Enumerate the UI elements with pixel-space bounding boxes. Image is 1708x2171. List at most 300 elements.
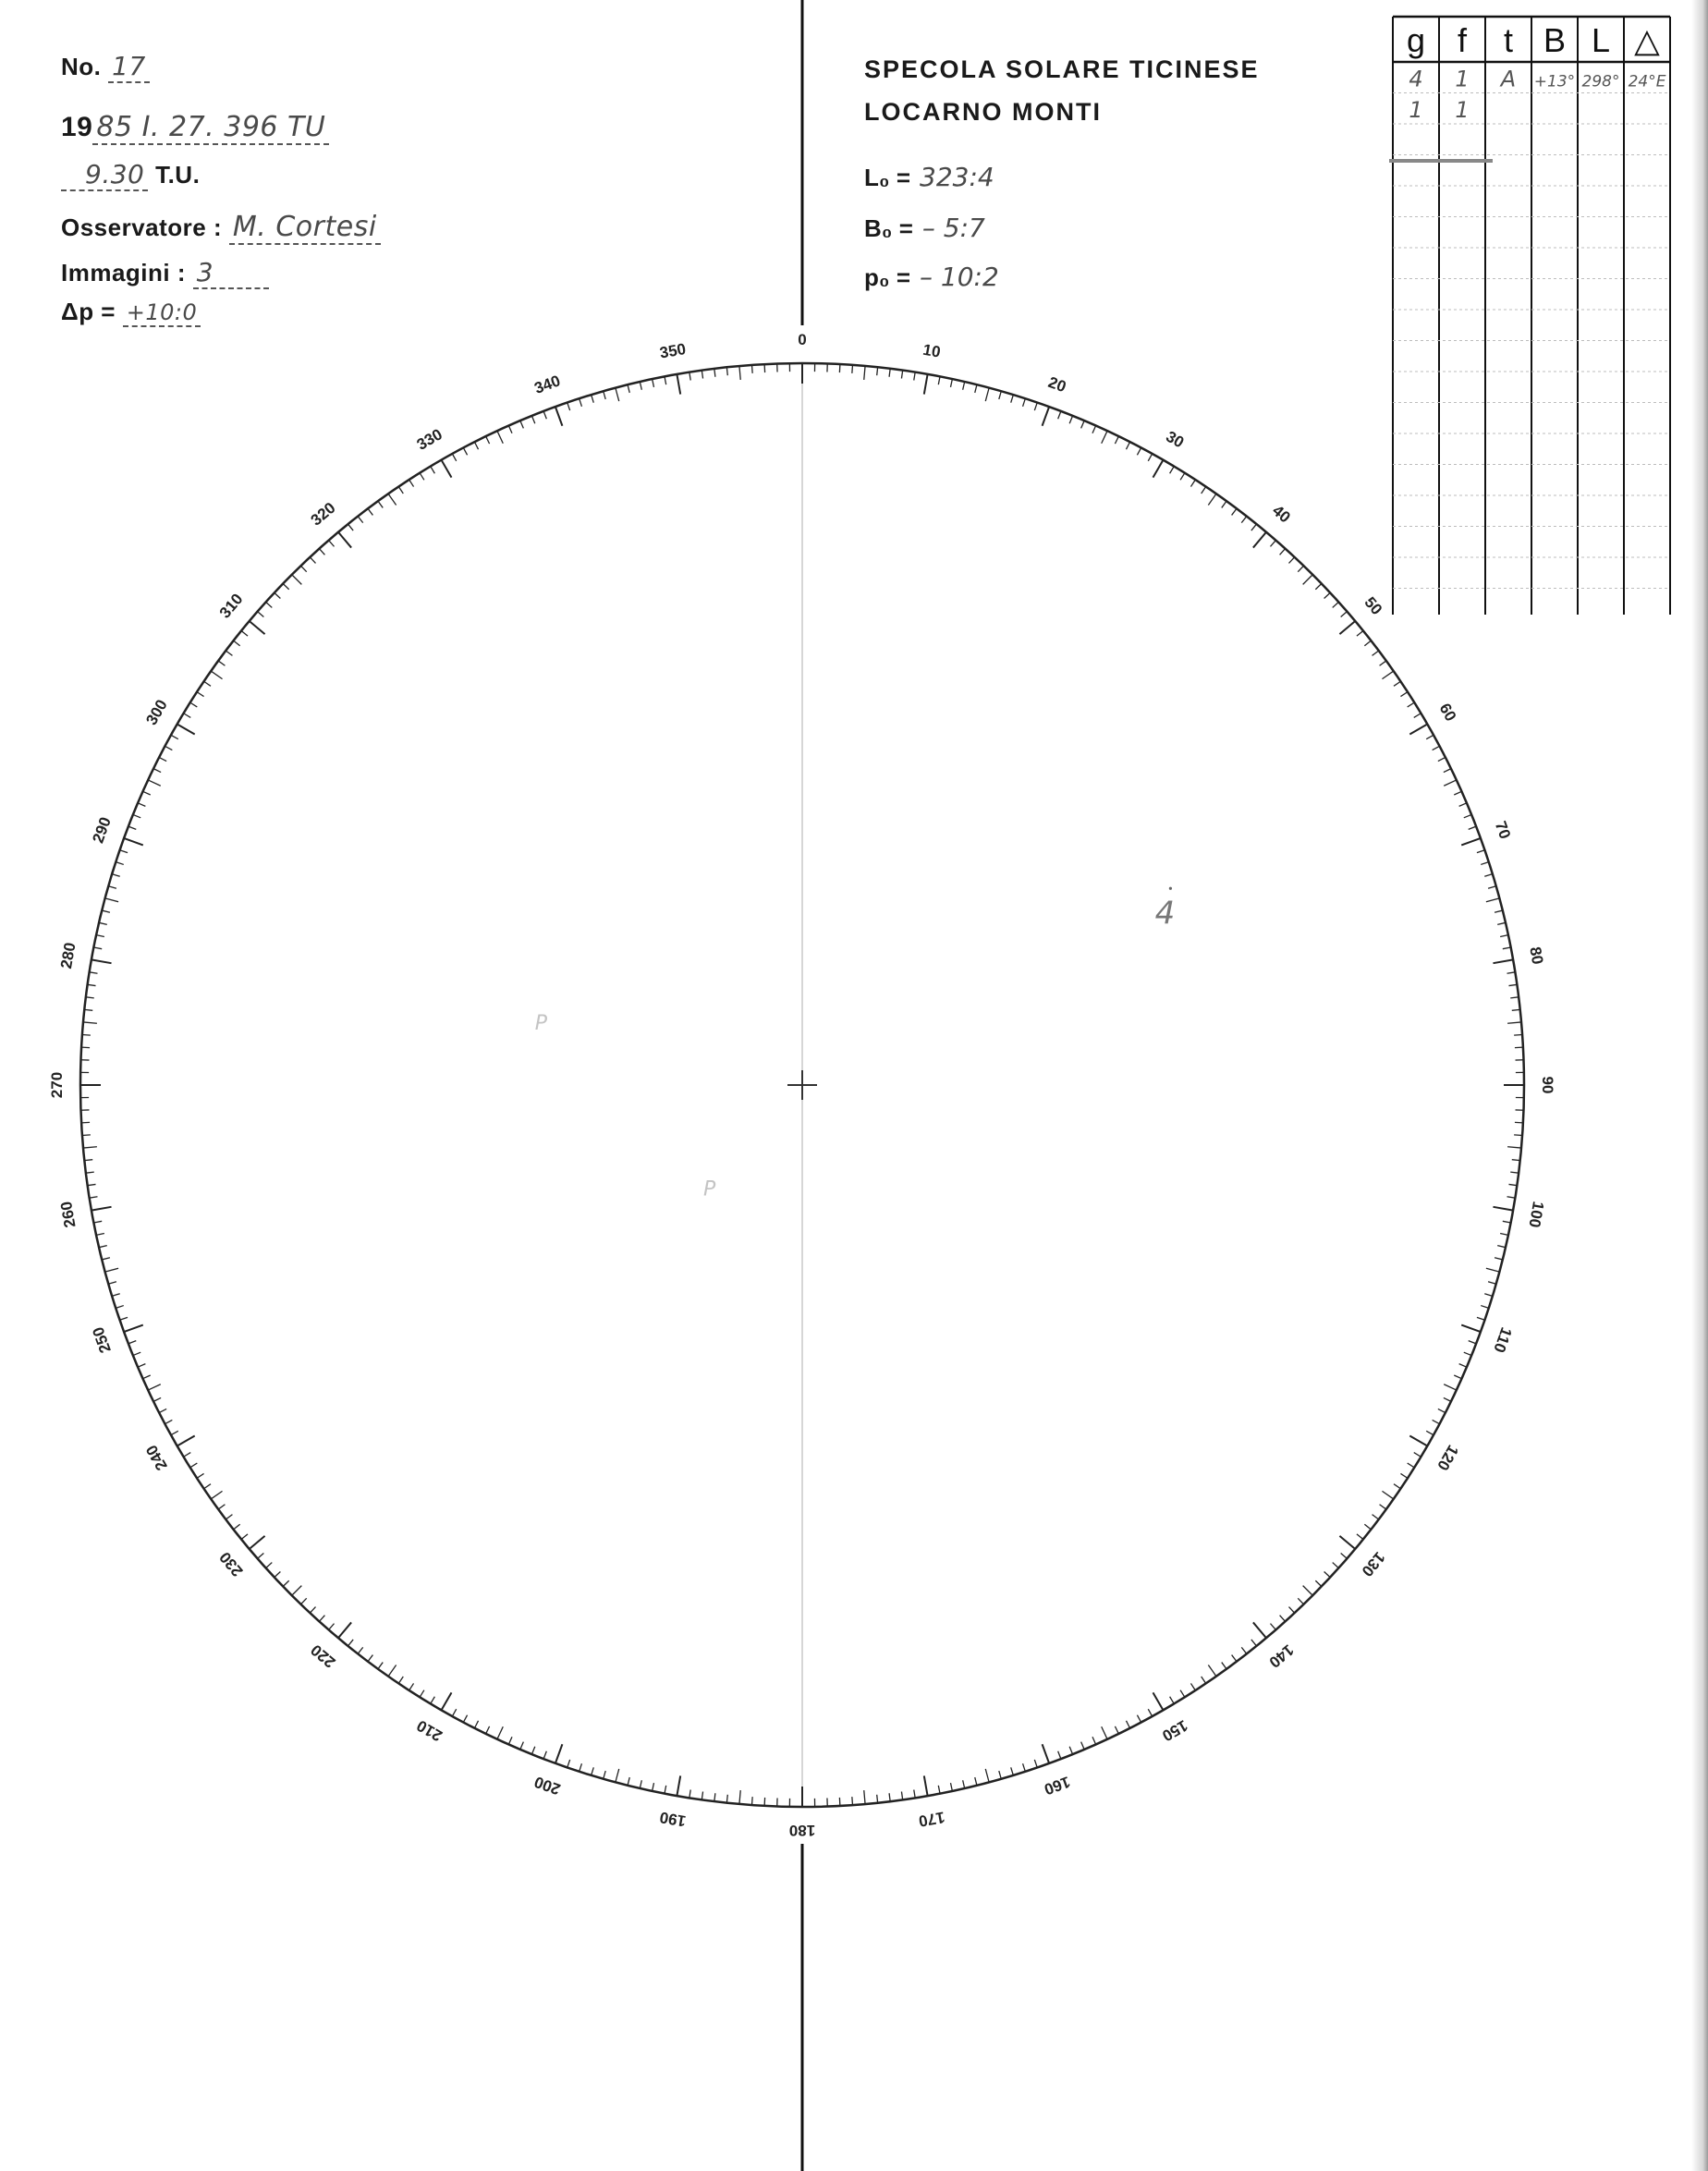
degree-tick <box>985 388 989 401</box>
degree-tick <box>1303 1586 1313 1596</box>
degree-tick <box>409 1683 414 1690</box>
table-cell: 1 <box>1455 66 1470 92</box>
degree-tick <box>616 388 619 401</box>
degree-tick <box>1414 714 1421 718</box>
degree-tick <box>133 1352 140 1355</box>
degree-label: 60 <box>1435 700 1460 725</box>
institution-line-1: SPECOLA SOLARE TICINESE <box>864 55 1260 83</box>
degree-tick <box>951 379 953 387</box>
degree-tick <box>148 780 161 786</box>
degree-tick <box>604 391 605 399</box>
degree-tick <box>1341 1553 1348 1558</box>
degree-tick <box>165 746 172 750</box>
degree-tick <box>1493 1207 1513 1211</box>
images-label: Immagini : <box>61 259 187 287</box>
degree-tick <box>420 1690 424 1698</box>
year-prefix: 19 <box>61 112 93 142</box>
degree-tick <box>1507 1147 1521 1148</box>
degree-tick <box>93 1221 102 1223</box>
degree-tick <box>1484 1294 1493 1297</box>
degree-label: 0 <box>798 331 807 348</box>
degree-tick <box>138 1364 145 1368</box>
degree-tick <box>975 384 977 393</box>
degree-tick <box>486 436 490 444</box>
degree-tick <box>226 1515 232 1519</box>
degree-tick <box>148 1384 161 1390</box>
degree-tick <box>1444 1384 1457 1390</box>
degree-label: 300 <box>142 696 171 728</box>
degree-tick <box>914 372 915 381</box>
degree-tick <box>133 814 140 817</box>
degree-tick <box>388 494 396 505</box>
degree-tick <box>1503 1221 1511 1223</box>
degree-tick <box>1469 826 1476 829</box>
degree-tick <box>1190 480 1195 487</box>
degree-tick <box>190 1463 198 1468</box>
degree-label: 170 <box>917 1808 946 1831</box>
param-p0-value: – 10:2 <box>920 262 999 292</box>
degree-tick <box>1251 1640 1257 1646</box>
param-B0-value: – 5:7 <box>921 213 985 243</box>
degree-label: 340 <box>531 372 563 397</box>
degree-tick <box>951 1783 953 1791</box>
table-cell: +13° <box>1533 72 1576 91</box>
degree-tick <box>1394 681 1400 686</box>
degree-label: 120 <box>1434 1442 1462 1474</box>
degree-tick <box>348 524 354 531</box>
degree-tick <box>1058 411 1061 419</box>
degree-tick <box>1459 1364 1467 1368</box>
table-header-cell: f <box>1457 21 1468 59</box>
degree-tick <box>1333 602 1339 607</box>
degree-tick <box>190 702 198 707</box>
degree-tick <box>1433 746 1440 750</box>
degree-tick <box>1494 1258 1503 1260</box>
degree-tick <box>1339 621 1355 634</box>
degree-tick <box>211 1491 222 1499</box>
table-cell: 298° <box>1581 72 1620 91</box>
degree-tick <box>159 1409 166 1412</box>
degree-tick <box>1477 1317 1485 1320</box>
degree-tick <box>628 1777 629 1786</box>
degree-label: 230 <box>215 1548 247 1580</box>
degree-tick <box>1232 508 1237 515</box>
degree-tick <box>105 1268 118 1272</box>
degree-tick <box>463 1715 467 1723</box>
degree-tick <box>567 1760 570 1768</box>
degree-tick <box>96 935 104 937</box>
degree-tick <box>120 1317 128 1320</box>
table-cell: 1 <box>1409 97 1423 123</box>
degree-label: 350 <box>658 339 688 362</box>
degree-tick <box>508 426 512 433</box>
degree-tick <box>1444 769 1451 773</box>
degree-tick <box>274 1572 281 1578</box>
degree-tick <box>1493 959 1513 963</box>
degree-tick <box>292 1586 302 1596</box>
delta-p-value: +10:0 <box>123 299 201 327</box>
degree-tick <box>1409 725 1427 735</box>
degree-label: 160 <box>1042 1773 1073 1799</box>
degree-tick <box>319 1616 324 1622</box>
degree-tick <box>184 1453 191 1457</box>
degree-tick <box>143 1375 151 1379</box>
degree-tick <box>665 1786 666 1794</box>
degree-tick <box>1333 1563 1339 1568</box>
degree-tick <box>171 1431 178 1434</box>
degree-tick <box>752 365 753 373</box>
degree-tick <box>852 365 853 373</box>
degree-tick <box>1153 460 1164 478</box>
degree-tick <box>1270 1624 1275 1630</box>
degree-tick <box>266 1563 273 1568</box>
degree-tick <box>1438 1409 1446 1412</box>
degree-tick <box>1382 1491 1393 1499</box>
degree-tick <box>84 1009 92 1010</box>
degree-tick <box>1414 1453 1421 1457</box>
degree-tick <box>1481 862 1489 865</box>
degree-tick <box>1011 1767 1014 1775</box>
degree-tick <box>1148 1709 1152 1716</box>
degree-tick <box>128 826 136 829</box>
degree-label: 30 <box>1163 427 1188 452</box>
degree-tick <box>452 1709 456 1716</box>
degree-tick <box>1303 575 1313 585</box>
time-unit: T.U. <box>155 161 201 189</box>
degree-tick <box>677 374 680 395</box>
degree-tick <box>1364 640 1371 646</box>
degree-tick <box>1241 517 1247 523</box>
degree-tick <box>338 1622 351 1638</box>
degree-tick <box>177 725 195 735</box>
degree-tick <box>120 850 128 853</box>
degree-tick <box>84 1160 92 1161</box>
degree-tick <box>1486 898 1499 902</box>
degree-tick <box>368 1655 372 1662</box>
degree-tick <box>497 431 503 444</box>
degree-tick <box>431 467 435 474</box>
degree-tick <box>616 1769 619 1782</box>
degree-tick <box>116 1306 124 1309</box>
degree-tick <box>102 910 110 912</box>
degree-tick <box>1315 583 1321 589</box>
degree-tick <box>159 757 166 761</box>
degree-tick <box>1058 1751 1061 1759</box>
degree-tick <box>877 367 878 375</box>
degree-tick <box>752 1797 753 1805</box>
time-value: 9.30 <box>61 159 148 191</box>
degree-tick <box>1324 592 1331 598</box>
degree-tick <box>689 1789 690 1798</box>
degree-tick <box>852 1797 853 1805</box>
degree-label: 110 <box>1490 1324 1516 1355</box>
degree-tick <box>1488 1282 1496 1284</box>
degree-tick <box>83 1022 97 1023</box>
degree-tick <box>1102 1726 1107 1739</box>
degree-tick <box>1464 814 1471 817</box>
degree-tick <box>508 1737 512 1744</box>
table-header-cell: t <box>1503 21 1514 59</box>
degree-tick <box>1444 780 1457 786</box>
degree-tick <box>266 602 273 607</box>
degree-tick <box>555 407 563 426</box>
degree-tick <box>1081 1742 1085 1750</box>
degree-tick <box>310 557 315 564</box>
degree-tick <box>329 1624 335 1630</box>
degree-tick <box>1023 398 1026 407</box>
degree-tick <box>86 1172 94 1173</box>
disk-annotation: 4 <box>1154 895 1176 933</box>
degree-tick <box>1043 1744 1050 1763</box>
degree-tick <box>739 366 740 380</box>
degree-label: 200 <box>531 1773 563 1799</box>
degree-tick <box>1081 421 1085 428</box>
degree-tick <box>1222 501 1226 507</box>
degree-tick <box>1481 1306 1489 1309</box>
degree-label: 140 <box>1265 1640 1298 1672</box>
degree-tick <box>292 575 302 585</box>
delta-p-label: Δp = <box>61 298 116 325</box>
degree-tick <box>689 372 690 381</box>
table-cell: 24°E <box>1628 72 1666 91</box>
degree-tick <box>640 382 641 390</box>
degree-tick <box>640 1780 641 1788</box>
param-L0-value: 323:4 <box>920 162 994 192</box>
degree-label: 190 <box>658 1808 688 1831</box>
degree-tick <box>1137 447 1141 455</box>
degree-tick <box>241 631 248 637</box>
degree-tick <box>1222 1663 1226 1669</box>
degree-tick <box>580 398 582 407</box>
degree-tick <box>1408 702 1415 707</box>
degree-tick <box>1251 524 1257 531</box>
degree-tick <box>241 1534 248 1540</box>
degree-label: 70 <box>1491 819 1515 842</box>
degree-tick <box>520 1742 524 1750</box>
degree-tick <box>1339 1536 1355 1549</box>
degree-tick <box>1364 1524 1371 1530</box>
degree-tick <box>901 1791 902 1799</box>
degree-tick <box>128 1341 136 1344</box>
degree-tick <box>1507 1197 1515 1198</box>
degree-tick <box>108 886 116 888</box>
degree-tick <box>1507 972 1515 973</box>
degree-tick <box>592 1767 594 1775</box>
degree-tick <box>153 769 161 773</box>
degree-label: 220 <box>307 1640 339 1672</box>
degree-label: 80 <box>1526 945 1547 966</box>
degree-tick <box>1232 1655 1237 1662</box>
degree-tick <box>1507 1022 1521 1023</box>
date-value: 85 I. 27. 396 TU <box>92 111 329 145</box>
degree-tick <box>431 1697 435 1704</box>
degree-tick <box>165 1420 172 1423</box>
degree-tick <box>1190 1683 1195 1690</box>
degree-tick <box>90 972 98 973</box>
degree-tick <box>1115 1726 1118 1734</box>
degree-tick <box>531 416 534 423</box>
page-edge-shadow <box>1691 0 1708 2171</box>
degree-tick <box>1034 1760 1037 1768</box>
degree-tick <box>368 508 372 515</box>
degree-tick <box>88 984 96 985</box>
degree-tick <box>1503 947 1511 949</box>
record-number-label: No. <box>61 53 102 80</box>
degree-tick <box>1459 803 1467 807</box>
degree-tick <box>420 473 424 481</box>
degree-tick <box>274 592 281 598</box>
degree-tick <box>975 1777 977 1786</box>
degree-tick <box>1433 1420 1440 1423</box>
degree-label: 20 <box>1045 372 1068 396</box>
degree-tick <box>1484 874 1493 877</box>
observer-value: M. Cortesi <box>229 211 381 245</box>
degree-tick <box>409 480 414 487</box>
degree-tick <box>329 541 335 547</box>
degree-tick <box>1380 1505 1386 1509</box>
degree-tick <box>1180 473 1185 481</box>
degree-tick <box>1380 661 1386 665</box>
degree-tick <box>319 549 324 555</box>
degree-tick <box>96 1234 104 1236</box>
degree-tick <box>234 640 240 646</box>
degree-tick <box>1438 757 1446 761</box>
degree-tick <box>580 1763 582 1772</box>
degree-label: 320 <box>307 498 339 530</box>
observer-label: Osservatore : <box>61 213 223 241</box>
degree-tick <box>108 1282 116 1284</box>
degree-tick <box>1126 1721 1129 1728</box>
degree-label: 130 <box>1358 1548 1389 1580</box>
degree-tick <box>143 791 151 795</box>
degree-tick <box>82 1035 91 1036</box>
degree-tick <box>92 959 112 963</box>
degree-tick <box>1514 1135 1522 1136</box>
degree-tick <box>197 1473 204 1478</box>
degree-tick <box>1444 1397 1451 1401</box>
degree-tick <box>300 1598 306 1604</box>
degree-tick <box>1289 557 1295 564</box>
degree-tick <box>1426 1431 1434 1434</box>
degree-tick <box>1400 692 1408 697</box>
degree-tick <box>1357 631 1363 637</box>
degree-tick <box>1180 1690 1185 1698</box>
degree-tick <box>999 1771 1001 1779</box>
table-header-cell: △ <box>1634 21 1660 59</box>
degree-label: 50 <box>1360 593 1386 618</box>
degree-tick <box>218 1505 225 1509</box>
degree-label: 90 <box>1539 1076 1556 1094</box>
degree-tick <box>1400 1473 1408 1478</box>
degree-tick <box>226 651 232 655</box>
degree-tick <box>86 997 94 998</box>
degree-label: 250 <box>89 1324 115 1356</box>
table-header-cell: L <box>1591 21 1611 59</box>
degree-tick <box>1315 1580 1321 1586</box>
degree-tick <box>1170 467 1175 474</box>
degree-tick <box>1153 1692 1164 1710</box>
degree-tick <box>1510 997 1519 998</box>
degree-tick <box>1170 1697 1175 1704</box>
degree-tick <box>388 1665 396 1676</box>
degree-tick <box>963 382 965 390</box>
degree-tick <box>99 1246 107 1248</box>
degree-tick <box>463 447 467 455</box>
degree-tick <box>1382 671 1393 679</box>
degree-tick <box>102 1258 110 1260</box>
degree-tick <box>258 1553 264 1558</box>
degree-tick <box>358 517 363 523</box>
degree-tick <box>442 460 452 478</box>
degree-label: 310 <box>215 590 247 622</box>
degree-tick <box>1298 1598 1303 1604</box>
degree-tick <box>348 1640 354 1646</box>
degree-tick <box>938 376 940 384</box>
disk-annotation: P <box>702 1177 716 1201</box>
degree-tick <box>497 1726 503 1739</box>
degree-tick <box>1137 1715 1141 1723</box>
param-L0-label: L₀ = <box>864 164 911 191</box>
param-p0-label: p₀ = <box>864 263 911 291</box>
degree-tick <box>543 411 546 419</box>
degree-tick <box>1034 403 1037 411</box>
degree-tick <box>714 369 715 377</box>
degree-tick <box>1486 1268 1499 1272</box>
degree-tick <box>1253 1622 1266 1638</box>
degree-tick <box>1069 1747 1072 1754</box>
degree-tick <box>378 1663 383 1669</box>
table-cell: 1 <box>1455 97 1470 123</box>
degree-tick <box>82 1135 91 1136</box>
degree-tick <box>310 1607 315 1614</box>
degree-tick <box>474 442 478 449</box>
degree-tick <box>1092 426 1096 433</box>
degree-label: 240 <box>142 1442 171 1474</box>
degree-tick <box>739 1790 740 1804</box>
degree-tick <box>1011 395 1014 403</box>
table-cell: A <box>1500 66 1517 92</box>
degree-tick <box>1514 1035 1522 1036</box>
degree-tick <box>486 1726 490 1734</box>
degree-tick <box>398 487 403 494</box>
degree-tick <box>90 1197 98 1198</box>
degree-tick <box>653 379 654 387</box>
degree-tick <box>1202 487 1206 494</box>
degree-tick <box>1409 1436 1427 1446</box>
degree-tick <box>1372 1515 1379 1519</box>
degree-tick <box>1148 454 1152 461</box>
degree-tick <box>105 898 118 902</box>
degree-tick <box>204 681 211 686</box>
degree-tick <box>99 922 107 924</box>
degree-tick <box>653 1783 654 1791</box>
degree-tick <box>1512 1160 1520 1161</box>
degree-tick <box>116 862 124 865</box>
degree-tick <box>1512 1009 1520 1010</box>
degree-label: 40 <box>1269 501 1294 527</box>
degree-tick <box>889 369 890 377</box>
degree-tick <box>1357 1534 1363 1540</box>
param-B0-label: B₀ = <box>864 214 913 242</box>
degree-tick <box>1454 1375 1461 1379</box>
degree-tick <box>442 1692 452 1710</box>
degree-tick <box>1270 541 1275 547</box>
degree-tick <box>1069 416 1072 423</box>
degree-tick <box>914 1789 915 1798</box>
degree-label: 210 <box>413 1716 445 1745</box>
degree-tick <box>1289 1607 1295 1614</box>
degree-tick <box>555 1744 563 1763</box>
